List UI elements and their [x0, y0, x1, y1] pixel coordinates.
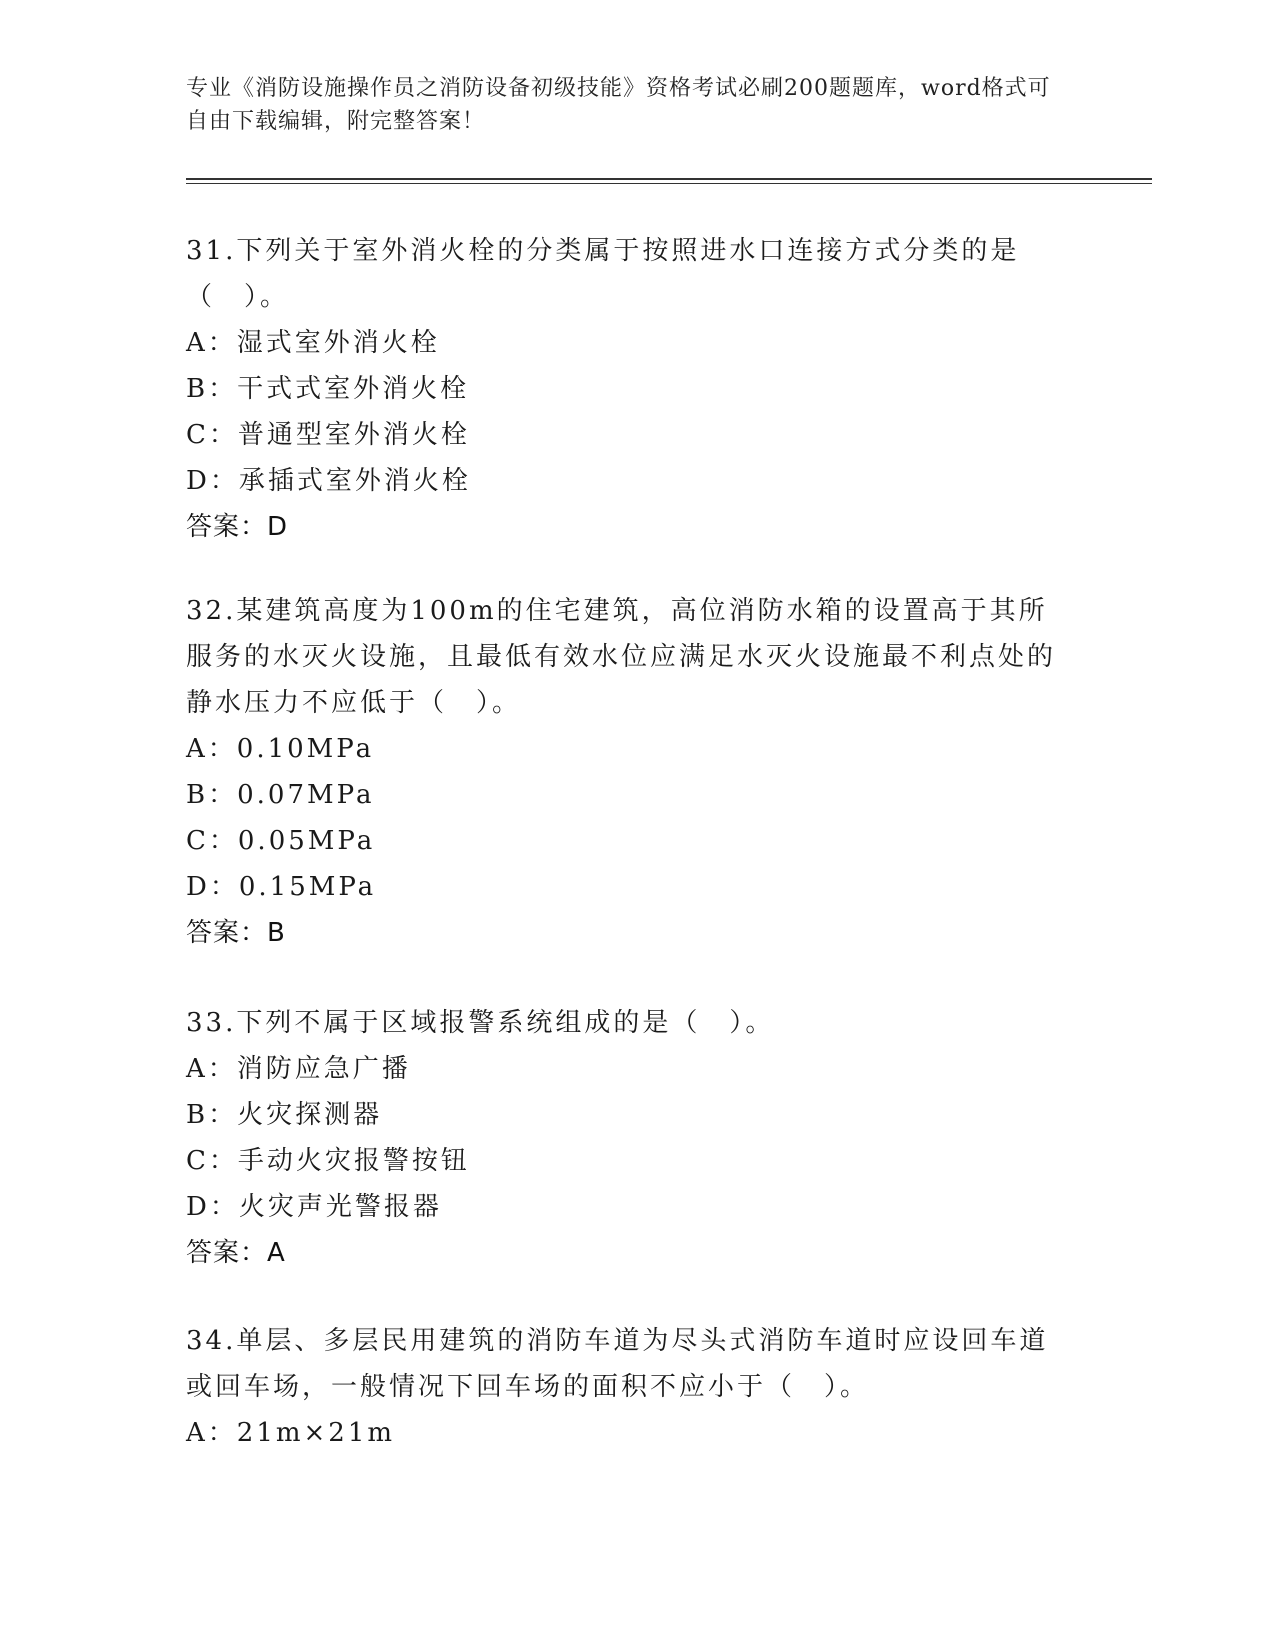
question-34	[186, 1318, 1066, 1456]
question-text: 33.下列不属于区域报警系统组成的是（ ）。	[186, 1008, 775, 1038]
option-a: A：0.10MPa	[186, 734, 375, 764]
question-text: 31.下列关于室外消火栓的分类属于按照进水口连接方式分类的是（ ）。	[186, 236, 1020, 312]
answer-text: 答案：B	[186, 918, 286, 948]
option-d: D：0.15MPa	[186, 872, 377, 902]
option-a: A：21m×21m	[186, 1418, 396, 1448]
question-32	[186, 588, 1066, 956]
question-33	[186, 1000, 1066, 1276]
option-a: A：湿式室外消火栓	[186, 328, 440, 358]
option-b: B：干式式室外消火栓	[186, 374, 470, 404]
option-a: A：消防应急广播	[186, 1054, 411, 1084]
question-text: 34.单层、多层民用建筑的消防车道为尽头式消防车道时应设回车道或回车场，一般情况下回车场的面积不应小于（ ）。	[186, 1326, 1049, 1402]
question-text: 32.某建筑高度为100m的住宅建筑，高位消防水箱的设置高于其所服务的水灭火设施，且最低有效水位应满足水灭火设施最不利点处的静水压力不应低于（ ）。	[186, 596, 1057, 718]
header-rule-top	[186, 178, 1152, 180]
question-31	[186, 228, 1066, 550]
answer-text: 答案：D	[186, 512, 289, 542]
option-d: D：承插式室外消火栓	[186, 466, 471, 496]
option-c: C：手动火灾报警按钮	[186, 1146, 470, 1176]
answer-text: 答案：A	[186, 1238, 286, 1268]
option-c: C：普通型室外消火栓	[186, 420, 470, 450]
option-b: B：0.07MPa	[186, 780, 375, 810]
option-b: B：火灾探测器	[186, 1100, 383, 1130]
document-header: 专业《消防设施操作员之消防设备初级技能》资格考试必刷200题题库，word格式可自由下载编辑，附完整答案！	[186, 76, 1051, 134]
header-rule-bottom	[186, 183, 1152, 184]
option-c: C：0.05MPa	[186, 826, 376, 856]
option-d: D：火灾声光警报器	[186, 1192, 442, 1222]
